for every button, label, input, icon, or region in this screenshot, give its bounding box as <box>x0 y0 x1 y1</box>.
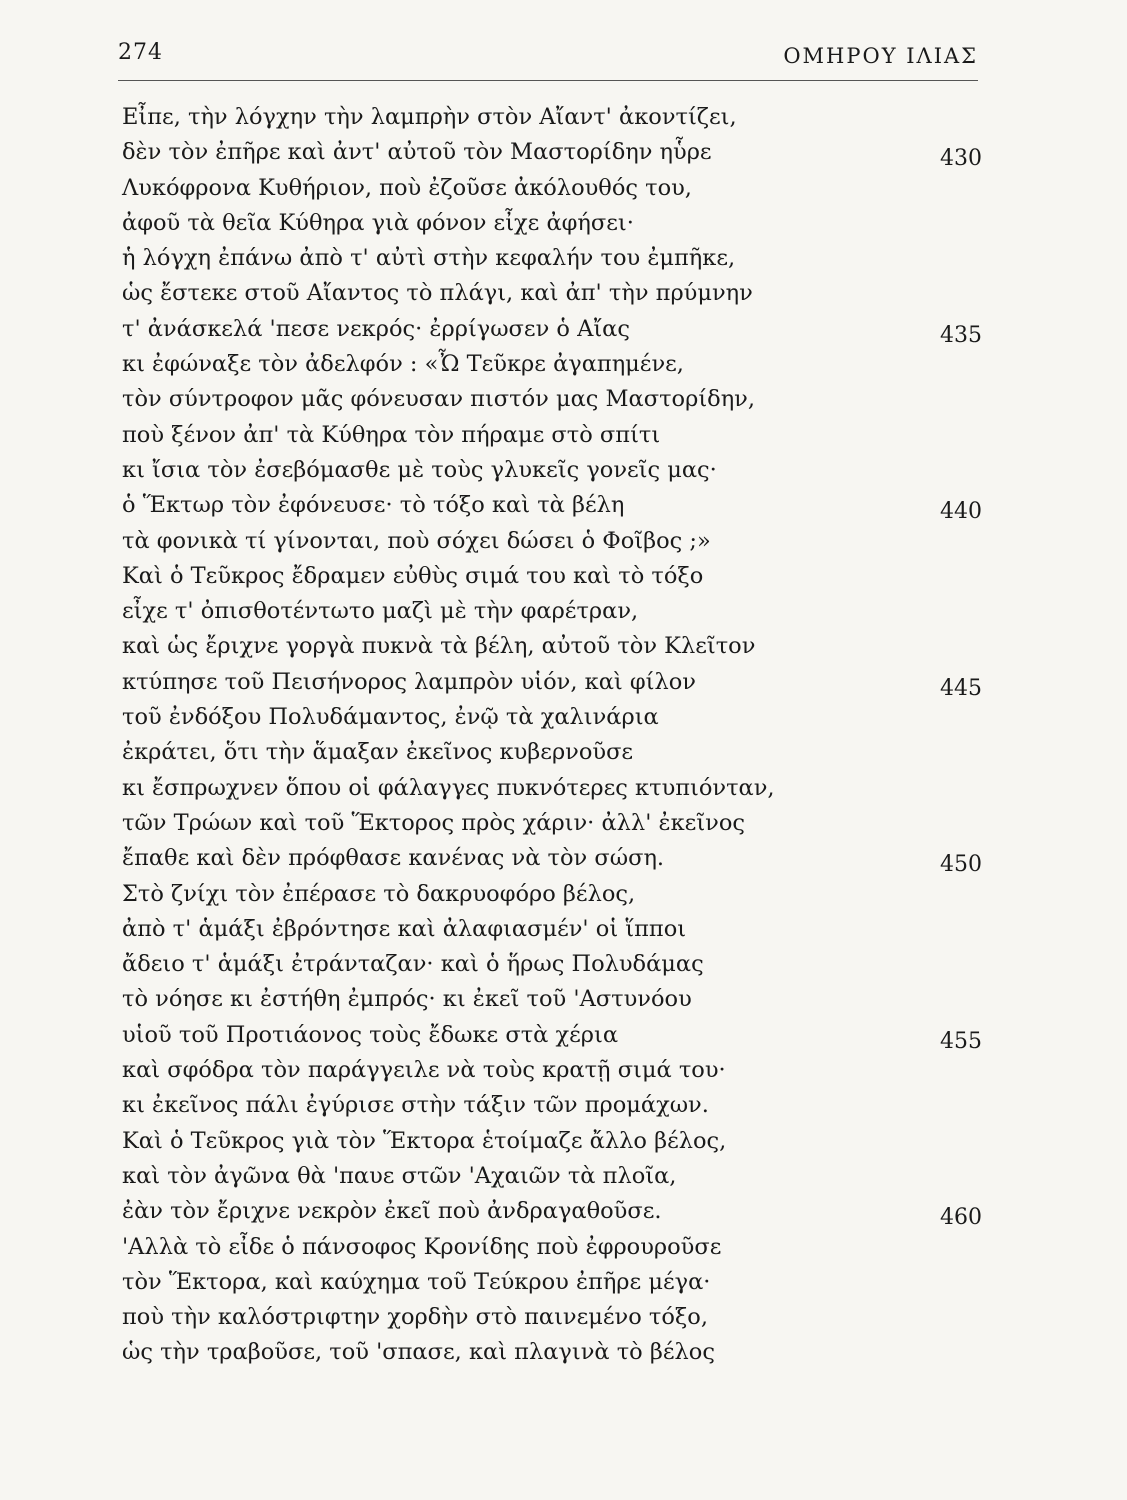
verse-text: εἶχε τ' ὀπισθοτέντωτο μαζὶ μὲ τὴν φαρέτραν, <box>122 598 639 625</box>
verse-text: 'Αλλὰ τὸ εἶδε ὁ πάνσοφος Κρονίδης ποὺ ἐφρουροῦσε <box>122 1233 722 1260</box>
verse-line <box>122 735 982 770</box>
verse-text: ἐκράτει, ὅτι τὴν ἅμαξαν ἐκεῖνος κυβερνοῦσε <box>122 739 634 766</box>
verse-text: ἀφοῦ τὰ θεῖα Κύθηρα γιὰ φόνον εἶχε ἀφήσει· <box>122 209 634 236</box>
verse-text: κι ἔσπρωχνεν ὅπου οἱ φάλαγγες πυκνότερες κτυπιόνταν, <box>122 774 775 801</box>
line-number: 455 <box>940 1028 982 1054</box>
verse-line <box>122 276 982 311</box>
verse-line <box>122 135 982 170</box>
verse-line <box>122 594 982 629</box>
verse-text: ποὺ τὴν καλόστριφτην χορδὴν στὸ παινεμένο τόξο, <box>122 1304 708 1331</box>
verse-line <box>122 982 982 1017</box>
running-title: ΟΜΗΡΟΥ ΙΛΙΑΣ <box>783 44 978 68</box>
verse-line <box>122 488 982 523</box>
verse-text: ἔπαθε καὶ δὲν πρόφθασε κανένας νὰ τὸν σώση. <box>122 845 665 872</box>
verse-line <box>122 1124 982 1159</box>
verse-line <box>122 806 982 841</box>
verse-line <box>122 841 982 876</box>
verse-line <box>122 1194 982 1229</box>
verse-text: τοῦ ἐνδόξου Πολυδάμαντος, ἐνῷ τὰ χαλινάρια <box>122 704 659 731</box>
verse-line <box>122 947 982 982</box>
verse-line <box>122 559 982 594</box>
verse-line <box>122 241 982 276</box>
line-number: 435 <box>940 322 982 348</box>
verse-text: Λυκόφρονα Κυθήριον, ποὺ ἐζοῦσε ἀκόλουθός του, <box>122 174 692 201</box>
line-number: 450 <box>940 852 982 878</box>
verse-line <box>122 1300 982 1335</box>
verse-line <box>122 453 982 488</box>
verse-text: ὡς τὴν τραβοῦσε, τοῦ 'σπασε, καὶ πλαγινὰ τὸ βέλος <box>122 1339 715 1366</box>
verse-line <box>122 382 982 417</box>
line-number: 445 <box>940 675 982 701</box>
verse-text: ἀπὸ τ' ἁμάξι ἐβρόντησε καὶ ἀλαφιασμέν' οἱ ἵπποι <box>122 915 687 942</box>
verse-text: ὡς ἔστεκε στοῦ Αἴαντος τὸ πλάγι, καὶ ἀπ' τὴν πρύμνην <box>122 280 753 307</box>
verse-line <box>122 700 982 735</box>
header-rule <box>118 80 978 81</box>
verse-text: ἡ λόγχη ἐπάνω ἀπὸ τ' αὐτὶ στὴν κεφαλήν του ἐμπῆκε, <box>122 245 736 272</box>
verse-text: κι ἐφώναξε τὸν ἀδελφόν : «Ὦ Τεῦκρε ἀγαπημένε, <box>122 351 684 378</box>
verse-line <box>122 771 982 806</box>
verse-line <box>122 1053 982 1088</box>
verse-text: ἄδειο τ' ἁμάξι ἐτράνταζαν· καὶ ὁ ἥρως Πολυδάμας <box>122 951 704 978</box>
verse-line <box>122 1335 982 1370</box>
verse-text: υἱοῦ τοῦ Προτιάονος τοὺς ἔδωκε στὰ χέρια <box>122 1021 619 1048</box>
verse-line <box>122 912 982 947</box>
verse-text: Στὸ ζνίχι τὸν ἐπέρασε τὸ δακρυοφόρο βέλος, <box>122 880 636 907</box>
verse-text: τῶν Τρώων καὶ τοῦ Ἕκτορος πρὸς χάριν· ἀλλ' ἐκεῖνος <box>122 809 745 836</box>
line-number: 440 <box>940 499 982 525</box>
verse-text: τ' ἀνάσκελά 'πεσε νεκρός· ἐρρίγωσεν ὁ Αἴας <box>122 315 630 342</box>
verse-text: κτύπησε τοῦ Πεισήνορος λαμπρὸν υἱόν, καὶ φίλον <box>122 668 696 695</box>
verse-line <box>122 1088 982 1123</box>
verse-line <box>122 100 982 135</box>
verse-text: καὶ σφόδρα τὸν παράγγειλε νὰ τοὺς κρατῇ σιμά του· <box>122 1057 726 1084</box>
verse-line <box>122 206 982 241</box>
verse-text: τὰ φονικὰ τί γίνονται, ποὺ σόχει δώσει ὁ Φοῖβος ;» <box>122 527 711 554</box>
verse-text: ὁ Ἕκτωρ τὸν ἐφόνευσε· τὸ τόξο καὶ τὰ βέλη <box>122 492 625 519</box>
verse-line <box>122 1265 982 1300</box>
verse-line <box>122 1159 982 1194</box>
verse-text: κι ἐκεῖνος πάλι ἐγύρισε στὴν τάξιν τῶν προμάχων. <box>122 1092 709 1119</box>
verse-text: ἐὰν τὸν ἔριχνε νεκρὸν ἐκεῖ ποὺ ἀνδραγαθοῦσε. <box>122 1198 662 1225</box>
verse-text: καὶ ὡς ἔριχνε γοργὰ πυκνὰ τὰ βέλη, αὐτοῦ τὸν Κλεῖτον <box>122 633 756 660</box>
verse-line <box>122 665 982 700</box>
verse-line <box>122 312 982 347</box>
verse-text: τὸ νόησε κι ἐστήθη ἐμπρός· κι ἐκεῖ τοῦ 'Αστυνόου <box>122 986 692 1013</box>
page-header <box>118 40 978 76</box>
verse-text: Εἶπε, τὴν λόγχην τὴν λαμπρὴν στὸν Αἴαντ' ἀκοντίζει, <box>122 104 737 130</box>
poem-text <box>122 100 982 1371</box>
verse-line <box>122 171 982 206</box>
verse-line <box>122 1230 982 1265</box>
line-number: 460 <box>940 1205 982 1231</box>
line-number: 430 <box>940 146 982 172</box>
verse-line <box>122 524 982 559</box>
verse-line <box>122 629 982 664</box>
verse-line <box>122 877 982 912</box>
verse-text: κι ἴσια τὸν ἐσεβόμασθε μὲ τοὺς γλυκεῖς γονεῖς μας· <box>122 456 717 483</box>
page-number: 274 <box>118 40 163 65</box>
verse-text: ποὺ ξένον ἀπ' τὰ Κύθηρα τὸν πήραμε στὸ σπίτι <box>122 421 661 448</box>
verse-text: καὶ τὸν ἀγῶνα θὰ 'παυε στῶν 'Αχαιῶν τὰ πλοῖα, <box>122 1162 677 1189</box>
verse-line <box>122 418 982 453</box>
verse-text: Καὶ ὁ Τεῦκρος γιὰ τὸν Ἕκτορα ἑτοίμαζε ἄλλο βέλος, <box>122 1127 727 1154</box>
verse-text: δὲν τὸν ἐπῆρε καὶ ἀντ' αὐτοῦ τὸν Μαστορίδην ηὗρε <box>122 139 712 166</box>
verse-line <box>122 347 982 382</box>
verse-text: Καὶ ὁ Τεῦκρος ἔδραμεν εὐθὺς σιμά του καὶ τὸ τόξο <box>122 562 704 589</box>
verse-line <box>122 1018 982 1053</box>
verse-text: τὸν Ἕκτορα, καὶ καύχημα τοῦ Τεύκρου ἐπῆρε μέγα· <box>122 1268 711 1295</box>
verse-text: τὸν σύντροφον μᾶς φόνευσαν πιστόν μας Μαστορίδην, <box>122 386 756 413</box>
